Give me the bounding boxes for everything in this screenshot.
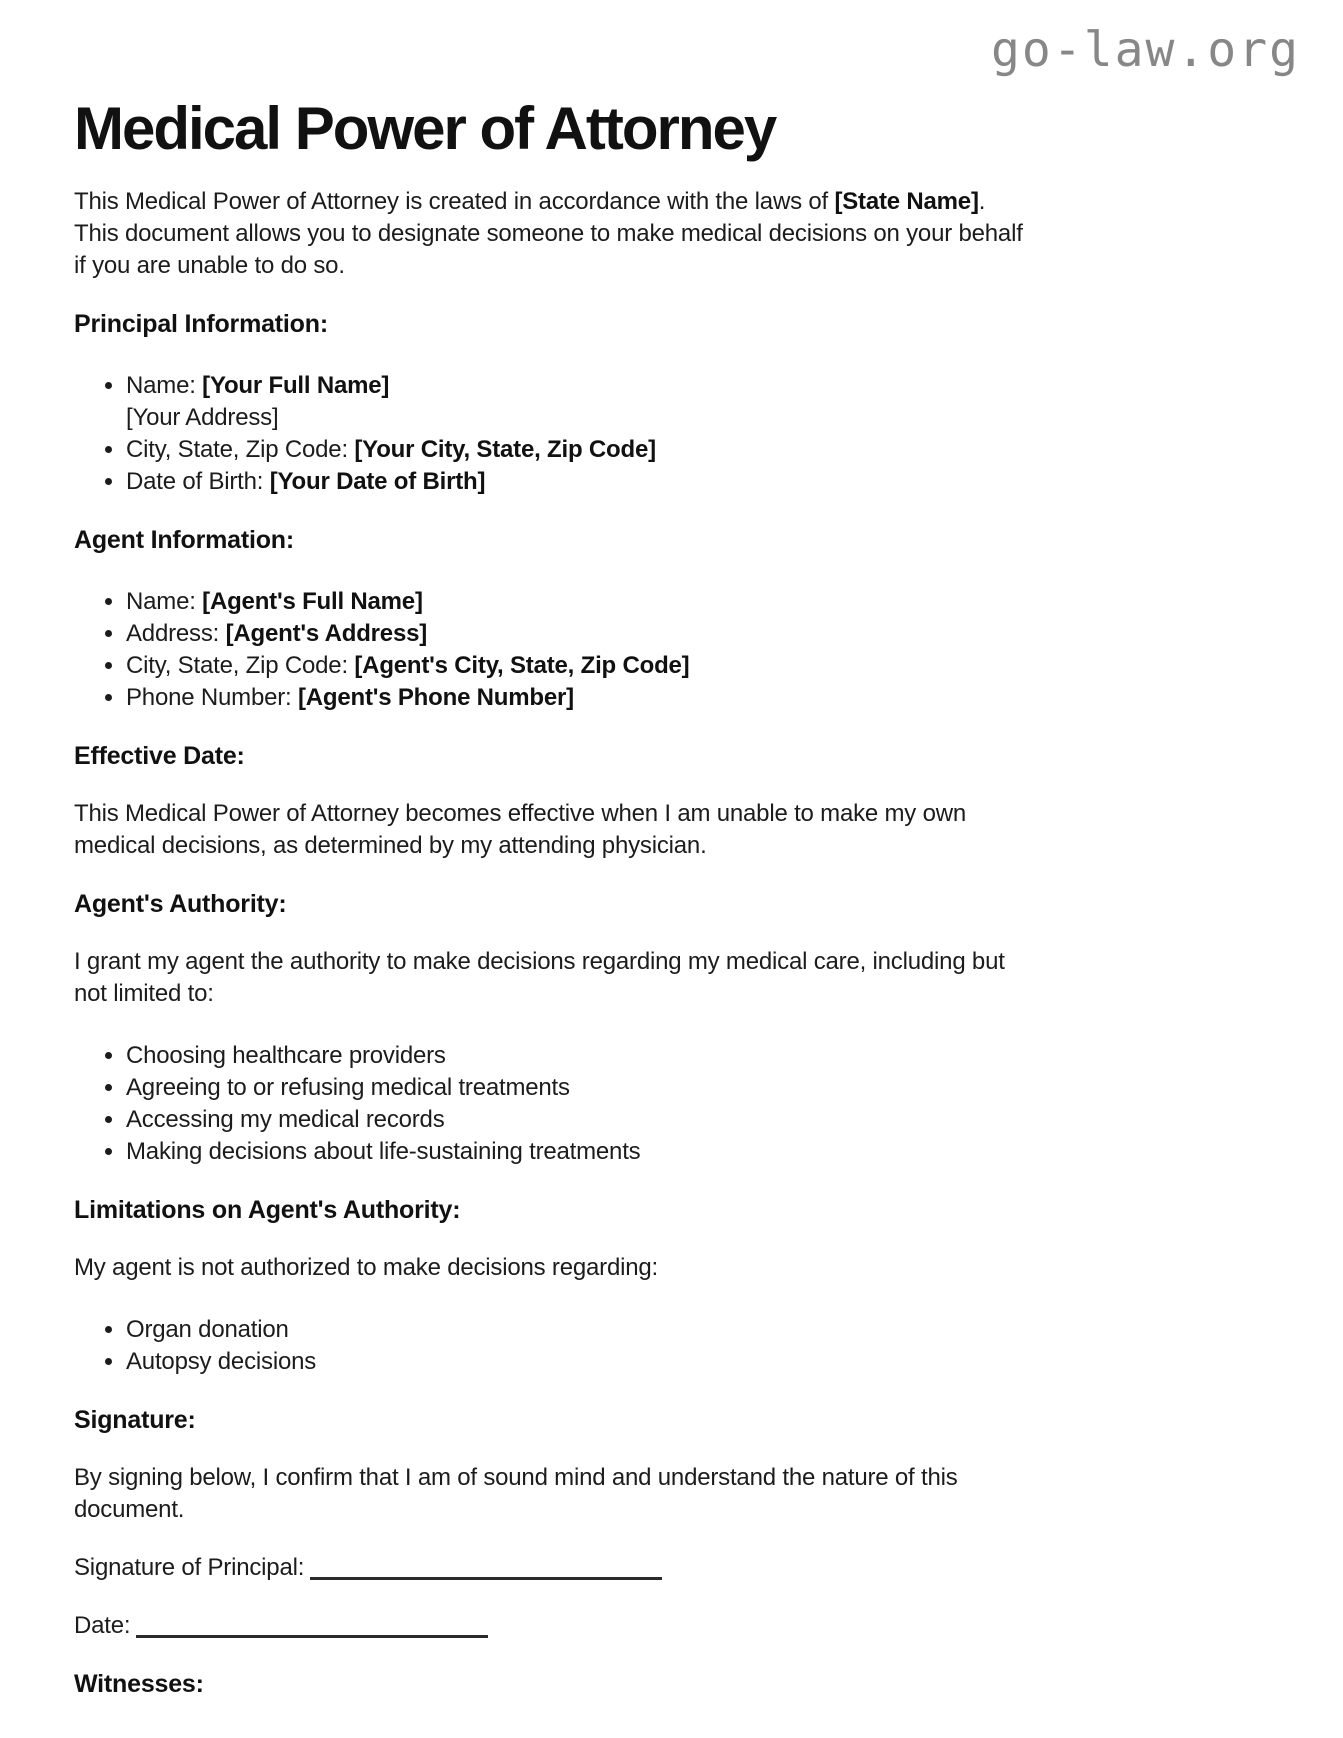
- list-item-principal-dob: [126, 466, 1269, 498]
- field-label: Date of Birth:: [126, 467, 270, 495]
- list-item-limitation-autopsy: • Autopsy decisions: [126, 1346, 1269, 1378]
- signature-date-row: [74, 1610, 1269, 1642]
- agents-authority-line-2: not limited to:: [74, 979, 214, 1007]
- agents-authority-paragraph: [74, 946, 1269, 1010]
- limitations-paragraph: My agent is not authorized to make decisions regarding:: [74, 1253, 658, 1281]
- signature-principal-blank-line: [310, 1557, 662, 1580]
- field-placeholder-address: [Your Address]: [126, 403, 279, 431]
- field-placeholder: [Agent's Address]: [225, 619, 428, 647]
- limitations-list: [74, 1314, 1269, 1378]
- document-content: [0, 94, 1343, 1700]
- list-item-authority-life-sustaining: • Making decisions about life-sustaining treatments: [126, 1136, 1269, 1168]
- agent-info-list: [74, 586, 1269, 714]
- section-heading-principal-information: Principal Information:: [74, 309, 328, 338]
- site-logo: go-law.org: [991, 22, 1300, 78]
- list-item-authority-treatments: • Agreeing to or refusing medical treatments: [126, 1072, 1269, 1104]
- field-label: City, State, Zip Code:: [126, 435, 355, 463]
- state-name-placeholder: [State Name]: [834, 187, 979, 215]
- signature-line-2: document.: [74, 1495, 185, 1523]
- list-item-agent-name: [126, 586, 1269, 618]
- effective-date-line-1: This Medical Power of Attorney becomes effective when I am unable to make my own: [74, 799, 966, 827]
- signature-principal-label: Signature of Principal:: [74, 1553, 305, 1581]
- field-placeholder: [Agent's Phone Number]: [297, 683, 574, 711]
- section-heading-witnesses: Witnesses:: [74, 1669, 204, 1698]
- signature-date-blank-line: [136, 1615, 488, 1638]
- section-heading-effective-date: Effective Date:: [74, 741, 245, 770]
- list-item-agent-city-state-zip: [126, 650, 1269, 682]
- section-heading-limitations: Limitations on Agent's Authority:: [74, 1195, 461, 1224]
- signature-line-1: By signing below, I confirm that I am of sound mind and understand the nature of this: [74, 1463, 958, 1491]
- field-label: Name:: [126, 371, 203, 399]
- intro-text-after: .: [978, 187, 986, 215]
- field-placeholder: [Agent's City, State, Zip Code]: [354, 651, 690, 679]
- list-item-principal-name: [126, 370, 1269, 434]
- section-heading-signature: Signature:: [74, 1405, 196, 1434]
- intro-paragraph: [74, 186, 1269, 282]
- list-item-limitation-organ-donation: • Organ donation: [126, 1314, 1269, 1346]
- section-heading-agent-information: Agent Information:: [74, 525, 294, 554]
- page-title: Medical Power of Attorney: [74, 94, 776, 162]
- intro-line-2: This document allows you to designate someone to make medical decisions on your behalf: [74, 219, 1023, 247]
- section-heading-agents-authority: Agent's Authority:: [74, 889, 287, 918]
- list-item-agent-phone: [126, 682, 1269, 714]
- agents-authority-list: [74, 1040, 1269, 1168]
- signature-paragraph: [74, 1462, 1269, 1526]
- field-label: Phone Number:: [126, 683, 298, 711]
- field-label: City, State, Zip Code:: [126, 651, 355, 679]
- intro-line-1: [74, 186, 1269, 218]
- list-item-principal-city-state-zip: [126, 434, 1269, 466]
- field-placeholder: [Your Date of Birth]: [269, 467, 486, 495]
- effective-date-paragraph: [74, 798, 1269, 862]
- agents-authority-line-1: I grant my agent the authority to make decisions regarding my medical care, including but: [74, 947, 1005, 975]
- intro-text-before: This Medical Power of Attorney is created in accordance with the laws of: [74, 187, 835, 215]
- field-placeholder: [Your City, State, Zip Code]: [354, 435, 656, 463]
- list-item-authority-records: • Accessing my medical records: [126, 1104, 1269, 1136]
- signature-date-label: Date:: [74, 1611, 131, 1639]
- field-label: Address:: [126, 619, 226, 647]
- list-item-authority-providers: • Choosing healthcare providers: [126, 1040, 1269, 1072]
- intro-line-3: if you are unable to do so.: [74, 251, 345, 279]
- field-placeholder: [Your Full Name]: [202, 371, 390, 399]
- signature-principal-row: [74, 1552, 1269, 1584]
- field-label: Name:: [126, 587, 203, 615]
- field-placeholder: [Agent's Full Name]: [202, 587, 423, 615]
- effective-date-line-2: medical decisions, as determined by my attending physician.: [74, 831, 707, 859]
- principal-info-list: [74, 370, 1269, 498]
- list-item-agent-address: [126, 618, 1269, 650]
